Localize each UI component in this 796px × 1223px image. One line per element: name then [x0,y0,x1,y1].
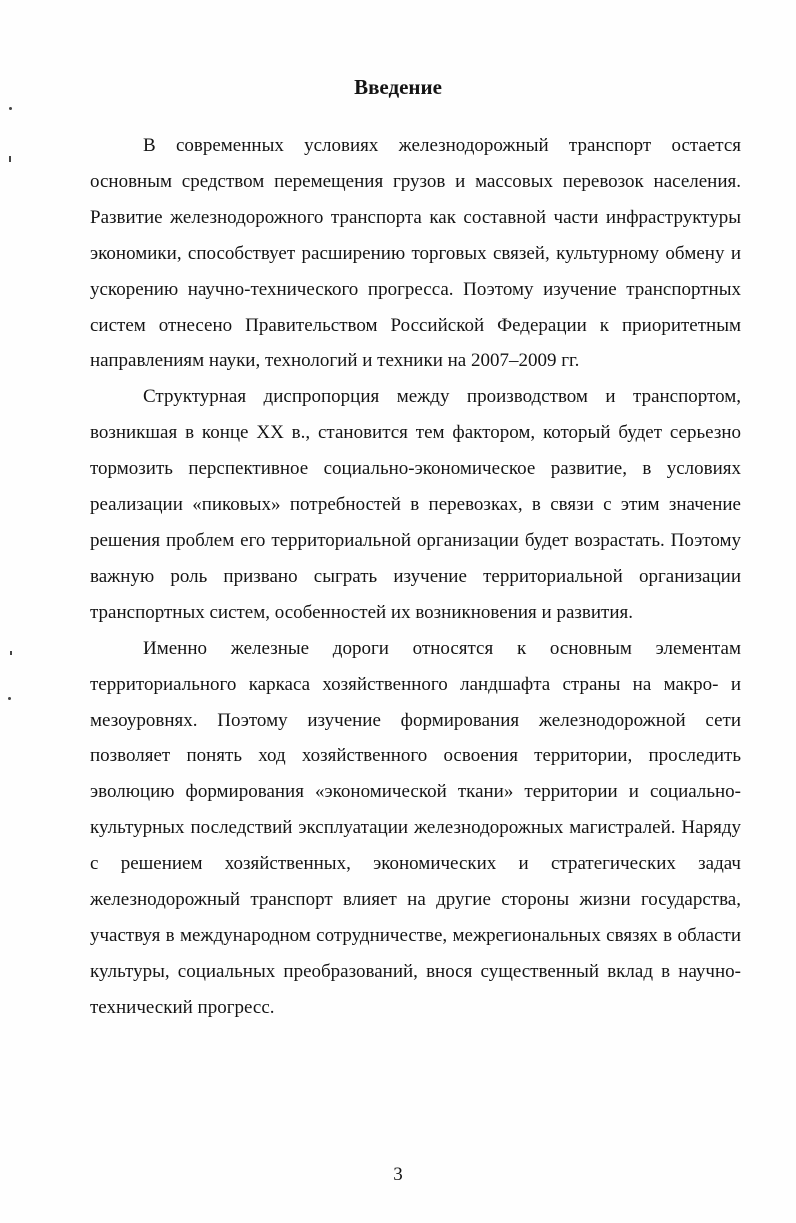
scan-artifact [10,651,12,655]
paragraph-2: Структурная диспропорция между производством и транспортом, возникшая в конце XX в., становится тем фактором, который будет серьезно тормозить перспективное социально-экономическое развитие, в условиях реализации «пиковых» потребностей в перевозках, в связи с этим значение решения проблем его территориальной организации будет возрастать. Поэтому важную роль призвано сыграть изучение территориальной организации транспортных систем, особенностей их возникновения и развития. [90,386,741,623]
page-number: 3 [393,1164,403,1185]
scan-artifact [9,156,11,162]
scan-artifact [8,697,11,700]
paragraph-1: В современных условиях железнодорожный транспорт остается основным средством перемещения грузов и массовых перевозок населения. Развитие железнодорожного транспорта как составной части инфраструктуры экономики, способствует расширению торговых связей, культурному обмену и ускорению научно-технического прогресса. Поэтому изучение транспортных систем отнесено Правительством Российской Федерации к приоритетным направлениям науки, технологий и техники на 2007–2009 гг. [90,135,741,372]
scan-artifact [9,107,12,110]
paragraph-3: Именно железные дороги относятся к основным элементам территориального каркаса хозяйственного ландшафта страны на макро- и мезоуровнях. Поэтому изучение формирования железнодорожной сети позволяет понять ход хозяйственного освоения территории, проследить эволюцию формирования «экономической ткани» территории и социально-культурных последствий эксплуатации железнодорожных магистралей. Наряду с решением хозяйственных, экономических и стратегических задач железнодорожный транспорт влияет на другие стороны жизни государства, участвуя в международном сотрудничестве, межрегиональных связях в области культуры, социальных преобразований, внося существенный вклад в научно-технический прогресс. [90,637,741,1018]
body-text [90,128,741,1026]
page-title: Введение [354,75,442,99]
